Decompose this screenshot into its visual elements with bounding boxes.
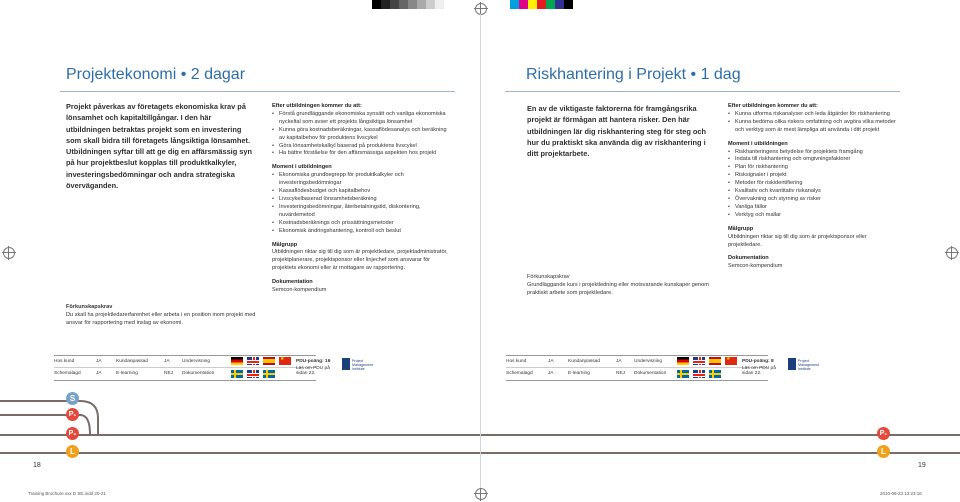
intro-text: En av de viktigaste faktorerna för framgångsrika projekt är förmågan att hantera risker. Den här utbildningen lär dig riskhantering steg för steg och hur du praktiskt ska använda dig av riskhantering i ditt projektarbete. [527,104,707,159]
page-number: 19 [918,462,926,469]
info-value: NEJ [616,371,626,376]
info-label: Undervisning [182,359,210,364]
chinese-flag-icon [279,357,291,365]
page-number: 18 [33,462,41,469]
pdu-text: Läs om PDU på sidan 22. [742,366,776,376]
list-item: • Indata till riskhantering och omgivningsfaktorer [728,156,900,164]
prereq-heading: Förkunskapskrav [66,304,113,310]
info-value: JA [96,359,102,364]
list-item: • Verktyg och mallar [728,212,900,220]
list-item: • Ha bättre förståelse för den affärsmässiga aspekten hos projekt [272,150,454,158]
list-item: • Investeringsbedömningar, återbetalningstid, diskontering, nuvärdemetod [272,204,454,220]
moments-list [272,172,454,235]
station-s: S [66,392,79,405]
german-flag-icon [677,357,689,365]
doc-heading: Dokumentation [272,279,313,286]
list-item: • Plan för riskhantering [728,164,900,172]
moments-heading: Moment i utbildningen [272,164,332,171]
pmi-logo-icon [342,358,350,370]
course-info-table: Hos kund JA Kundanpassad JA Undervisning Schemalagd JA E-learning NEJ Dokumentation ★ PDU-poäng: 16 Läs om PDU på sidan 22. Project Management Institute [60,355,460,385]
info-label: Schemalagd [54,371,81,376]
info-label: Kundanpassad [568,359,601,364]
swedish-flag-icon [709,370,721,378]
list-item: • Vanliga fällor [728,204,900,212]
station-l: L [66,445,79,458]
slug-date: 2010-08-23 13:23:16 [880,491,922,496]
title-rule [505,91,900,92]
pdu-title: PDU-poäng: 8 [742,359,774,364]
station-l: L [877,445,890,458]
after-list [728,111,900,135]
list-item: • Kunna utforma riskanalyser och leda åtgärder för riskhantering [728,111,900,119]
spanish-flag-icon [709,357,721,365]
info-label: E-learning [568,371,590,376]
target-heading: Målgrupp [272,241,298,248]
after-heading: Efter utbildningen kommer du att: [272,103,362,109]
list-item: • Ekonomiska grundbegrepp för produktkalkyler och investeringsbedömningar [272,172,454,188]
info-label: Dokumentation [634,371,667,376]
page-title: Riskhantering i Projekt • 1 dag [526,66,741,83]
prerequisites [66,304,256,328]
info-value: JA [616,359,622,364]
list-item: • Kvalitativ och kvantitativ riskanalys [728,188,900,196]
list-item: • Övervakning och styrning av risker [728,196,900,204]
uk-flag-icon [247,357,259,365]
after-list [272,111,454,158]
moments-heading: Moment i utbildningen [728,140,788,147]
station-p2: P₂ [66,427,79,440]
moments-list [728,149,900,220]
registration-mark [475,488,487,500]
info-value: JA [164,359,170,364]
target-heading: Målgrupp [728,225,754,232]
german-flag-icon [231,357,243,365]
page-title: Projektekonomi • 2 dagar [66,66,246,83]
list-item: • Livscykelbaserad lönsamhetsberäkning [272,196,454,204]
list-item: • Kostnadsberäknings och prissättningsmetoder [272,220,454,228]
pdu-title: PDU-poäng: 16 [296,359,331,364]
registration-mark [475,3,487,15]
doc-text: Semcon-kompendium [728,263,783,270]
list-item: • Kunna bedöma olika riskers omfattning och avgöra vilka metoder och verktyg som är mest lämpliga att använda i ditt projekt [728,119,900,135]
spread-divider [480,14,481,488]
uk-flag-icon [247,370,259,378]
list-item: • Risksignaler i projekt [728,172,900,180]
info-label: Hos kund [54,359,75,364]
info-label: E-learning [116,371,138,376]
after-heading: Efter utbildningen kommer du att: [728,103,818,109]
target-text: Utbildningen riktar sig till dig som är projektsponsor eller projektledare. [728,233,867,248]
title-rule [60,91,455,92]
pdu-text: Läs om PDU på sidan 22. [296,366,330,376]
pmi-logo-icon [788,358,796,370]
prerequisites [527,274,717,298]
registration-mark [3,247,15,259]
info-value: JA [96,371,102,376]
info-value: NEJ [164,371,174,376]
course-details [272,103,454,295]
uk-flag-icon [693,357,705,365]
doc-text: Semcon-kompendium [272,287,327,294]
target-text: Utbildningen riktar sig till dig som är projektledare, projektadministratör, projektplanerare, projektsponsor eller linjechef som ansvarar för projektets ekonomi eller är mottagare av rapportering. [272,249,448,272]
list-item: • Kunna göra kostnadsberäkningar, kassaflödesanalys och beräkning av kapitalbehov för produktens livscykel [272,127,454,143]
uk-flag-icon [693,370,705,378]
chinese-flag-icon [725,357,737,365]
prereq-heading: Förkunskapskrav [527,274,570,280]
doc-heading: Dokumentation [728,255,769,262]
info-label: Hos kund [506,359,527,364]
station-p1: P₁ [66,408,79,421]
list-item: • Förstå grundläggande ekonomiska synsätt och vanliga ekonomiska nyckeltal som avser ett projekts långsiktiga lönsamhet [272,111,454,127]
list-item: • Kassaflödesbudget och kapitalbehov [272,188,454,196]
swedish-flag-icon [677,370,689,378]
list-item: • Riskhanteringens betydelse för projektets framgång [728,149,900,157]
spanish-flag-icon [263,357,275,365]
slug-file: Training Brochure xxx D SE.indd 20-21 [28,491,106,496]
registration-mark [946,247,958,259]
list-item: • Ekonomisk ändringshantering, kontroll och beslut [272,228,454,236]
prereq-text: Grundläggande kurs i projektledning eller motsvarande kunskaper genom praktiskt arbete som projektledare. [527,281,709,296]
prereq-text: Du skall ha projektledarerfarenhet eller arbeta i en position inom projekt med ansvar för rapportering med inslag av ekonomi. [66,311,256,326]
info-value: JA [548,359,554,364]
info-label: Dokumentation [182,371,215,376]
info-label: Kundanpassad [116,359,149,364]
info-value: JA [548,371,554,376]
info-label: Undervisning [634,359,662,364]
list-item: • Metoder för riskidentifiering [728,180,900,188]
swedish-flag-icon [231,370,243,378]
station-p1: P₁ [877,427,890,440]
info-label: Schemalagd [506,371,533,376]
course-details [728,103,900,271]
course-info-table: Hos kund JA Kundanpassad JA Undervisning Schemalagd JA E-learning NEJ Dokumentation ★ PDU-poäng: 8 Läs om PDU på sidan 22. Project Management Institute [512,355,912,385]
intro-text: Projekt påverkas av företagets ekonomiska krav på lönsamhet och kapitaltillgångar. I den här utbildningen betraktas projekt som en investering som skall bidra till företagets långsiktiga lönsamhet. Utbildningen syftar till att ge dig en affärsmässig syn på hur projektbeslut kopplas till produktkalkyler, investeringsbedömningar och andra strategiska överväganden. [66,102,253,191]
list-item: • Göra lönsamhetskalkyl baserad på produktens livscykel [272,143,454,151]
track-curves [80,398,480,458]
swedish-flag-icon [263,370,275,378]
